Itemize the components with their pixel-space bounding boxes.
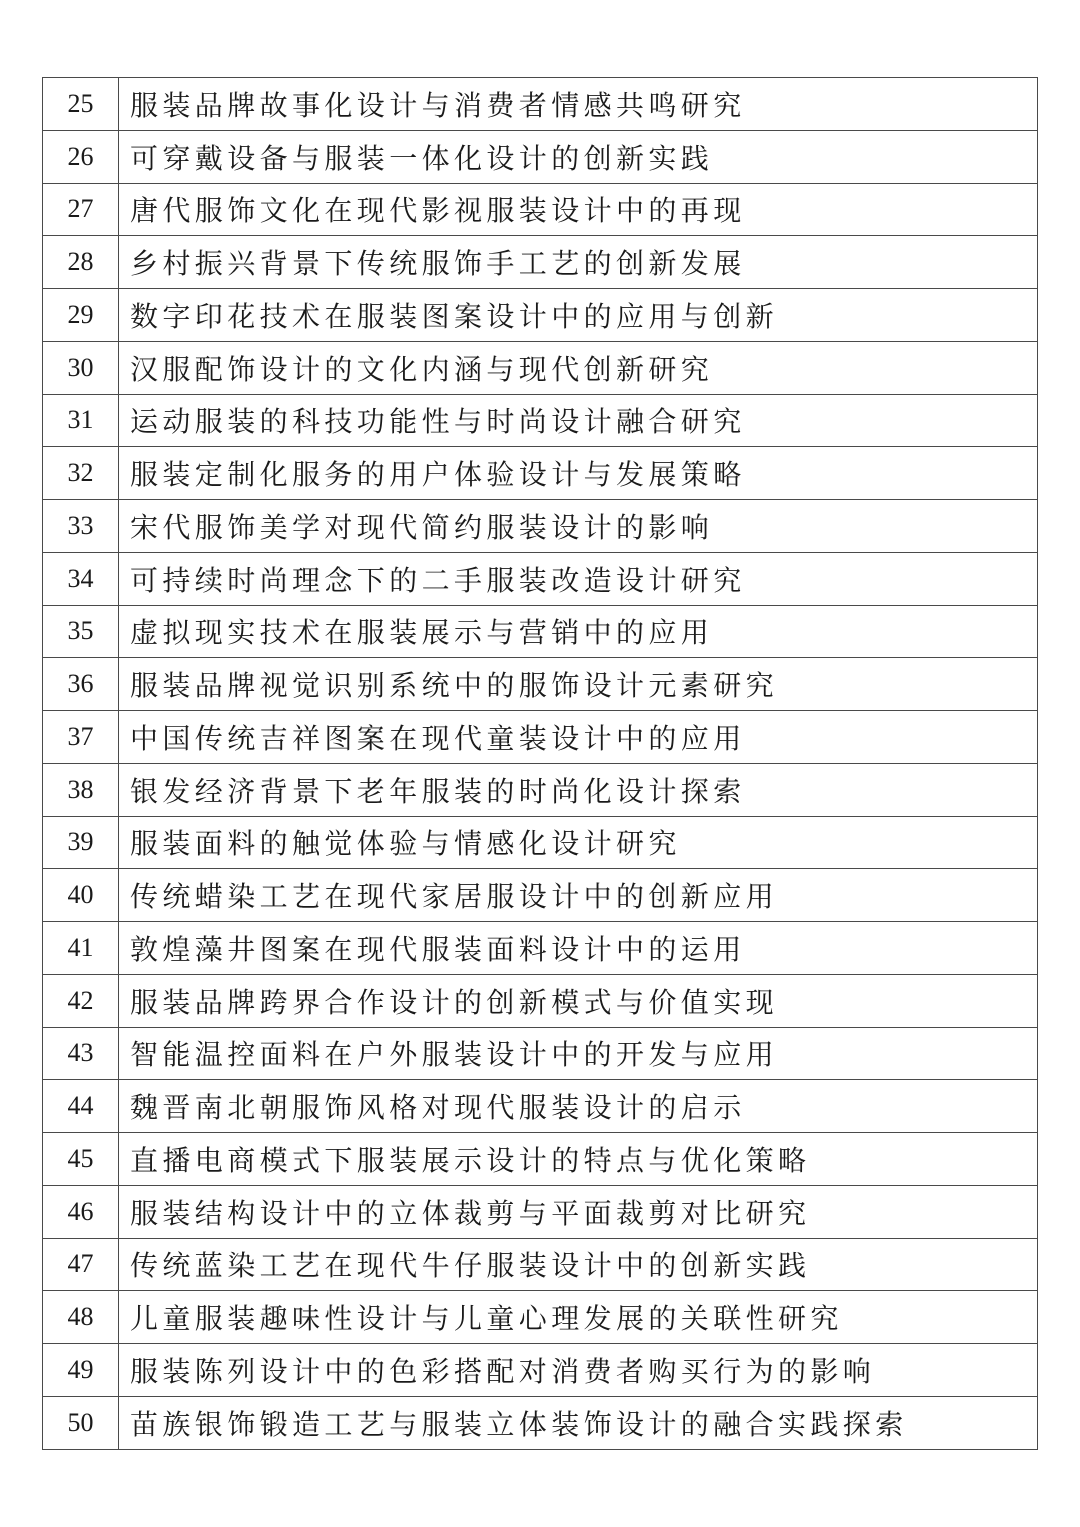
row-number: 50 (43, 1396, 119, 1449)
row-number: 37 (43, 711, 119, 764)
row-title: 直播电商模式下服装展示设计的特点与优化策略 (119, 1133, 1038, 1186)
row-title: 乡村振兴背景下传统服饰手工艺的创新发展 (119, 236, 1038, 289)
row-title: 服装品牌跨界合作设计的创新模式与价值实现 (119, 974, 1038, 1027)
row-title: 智能温控面料在户外服装设计中的开发与应用 (119, 1027, 1038, 1080)
row-number: 41 (43, 922, 119, 975)
row-title: 可穿戴设备与服装一体化设计的创新实践 (119, 130, 1038, 183)
table-row (43, 1080, 1038, 1133)
table-row (43, 1291, 1038, 1344)
row-number: 44 (43, 1080, 119, 1133)
table-row (43, 1133, 1038, 1186)
row-title: 数字印花技术在服装图案设计中的应用与创新 (119, 289, 1038, 342)
table-row (43, 1344, 1038, 1397)
table-row (43, 869, 1038, 922)
table-row (43, 711, 1038, 764)
row-title: 敦煌藻井图案在现代服装面料设计中的运用 (119, 922, 1038, 975)
row-number: 47 (43, 1238, 119, 1291)
table-row (43, 341, 1038, 394)
row-number: 36 (43, 658, 119, 711)
row-number: 28 (43, 236, 119, 289)
table-row (43, 1185, 1038, 1238)
row-number: 40 (43, 869, 119, 922)
table-row (43, 78, 1038, 131)
row-title: 唐代服饰文化在现代影视服装设计中的再现 (119, 183, 1038, 236)
row-number: 42 (43, 974, 119, 1027)
row-title: 苗族银饰锻造工艺与服装立体装饰设计的融合实践探索 (119, 1396, 1038, 1449)
table-row (43, 447, 1038, 500)
table-row (43, 816, 1038, 869)
table-row (43, 183, 1038, 236)
table-row (43, 922, 1038, 975)
table-row (43, 1238, 1038, 1291)
table-row (43, 1027, 1038, 1080)
row-title: 传统蜡染工艺在现代家居服设计中的创新应用 (119, 869, 1038, 922)
row-title: 服装品牌视觉识别系统中的服饰设计元素研究 (119, 658, 1038, 711)
row-title: 汉服配饰设计的文化内涵与现代创新研究 (119, 341, 1038, 394)
row-number: 34 (43, 552, 119, 605)
row-number: 32 (43, 447, 119, 500)
row-title: 宋代服饰美学对现代简约服装设计的影响 (119, 500, 1038, 553)
row-number: 39 (43, 816, 119, 869)
row-title: 服装定制化服务的用户体验设计与发展策略 (119, 447, 1038, 500)
row-number: 38 (43, 763, 119, 816)
row-title: 运动服装的科技功能性与时尚设计融合研究 (119, 394, 1038, 447)
table-row (43, 289, 1038, 342)
row-number: 45 (43, 1133, 119, 1186)
row-number: 27 (43, 183, 119, 236)
row-title: 服装陈列设计中的色彩搭配对消费者购买行为的影响 (119, 1344, 1038, 1397)
table-row (43, 974, 1038, 1027)
table-row (43, 394, 1038, 447)
topic-table-body (43, 78, 1038, 1450)
row-number: 48 (43, 1291, 119, 1344)
row-title: 魏晋南北朝服饰风格对现代服装设计的启示 (119, 1080, 1038, 1133)
row-title: 儿童服装趣味性设计与儿童心理发展的关联性研究 (119, 1291, 1038, 1344)
row-title: 服装面料的触觉体验与情感化设计研究 (119, 816, 1038, 869)
table-row (43, 605, 1038, 658)
row-number: 29 (43, 289, 119, 342)
row-number: 25 (43, 78, 119, 131)
row-title: 服装品牌故事化设计与消费者情感共鸣研究 (119, 78, 1038, 131)
row-number: 30 (43, 341, 119, 394)
row-number: 35 (43, 605, 119, 658)
table-row (43, 552, 1038, 605)
row-number: 26 (43, 130, 119, 183)
row-number: 33 (43, 500, 119, 553)
table-row (43, 130, 1038, 183)
row-title: 服装结构设计中的立体裁剪与平面裁剪对比研究 (119, 1185, 1038, 1238)
row-number: 31 (43, 394, 119, 447)
row-title: 银发经济背景下老年服装的时尚化设计探索 (119, 763, 1038, 816)
row-title: 中国传统吉祥图案在现代童装设计中的应用 (119, 711, 1038, 764)
row-number: 49 (43, 1344, 119, 1397)
row-title: 可持续时尚理念下的二手服装改造设计研究 (119, 552, 1038, 605)
table-row (43, 1396, 1038, 1449)
table-row (43, 500, 1038, 553)
table-row (43, 763, 1038, 816)
row-number: 43 (43, 1027, 119, 1080)
table-row (43, 236, 1038, 289)
topic-table (42, 77, 1038, 1450)
row-number: 46 (43, 1185, 119, 1238)
table-row (43, 658, 1038, 711)
row-title: 虚拟现实技术在服装展示与营销中的应用 (119, 605, 1038, 658)
row-title: 传统蓝染工艺在现代牛仔服装设计中的创新实践 (119, 1238, 1038, 1291)
